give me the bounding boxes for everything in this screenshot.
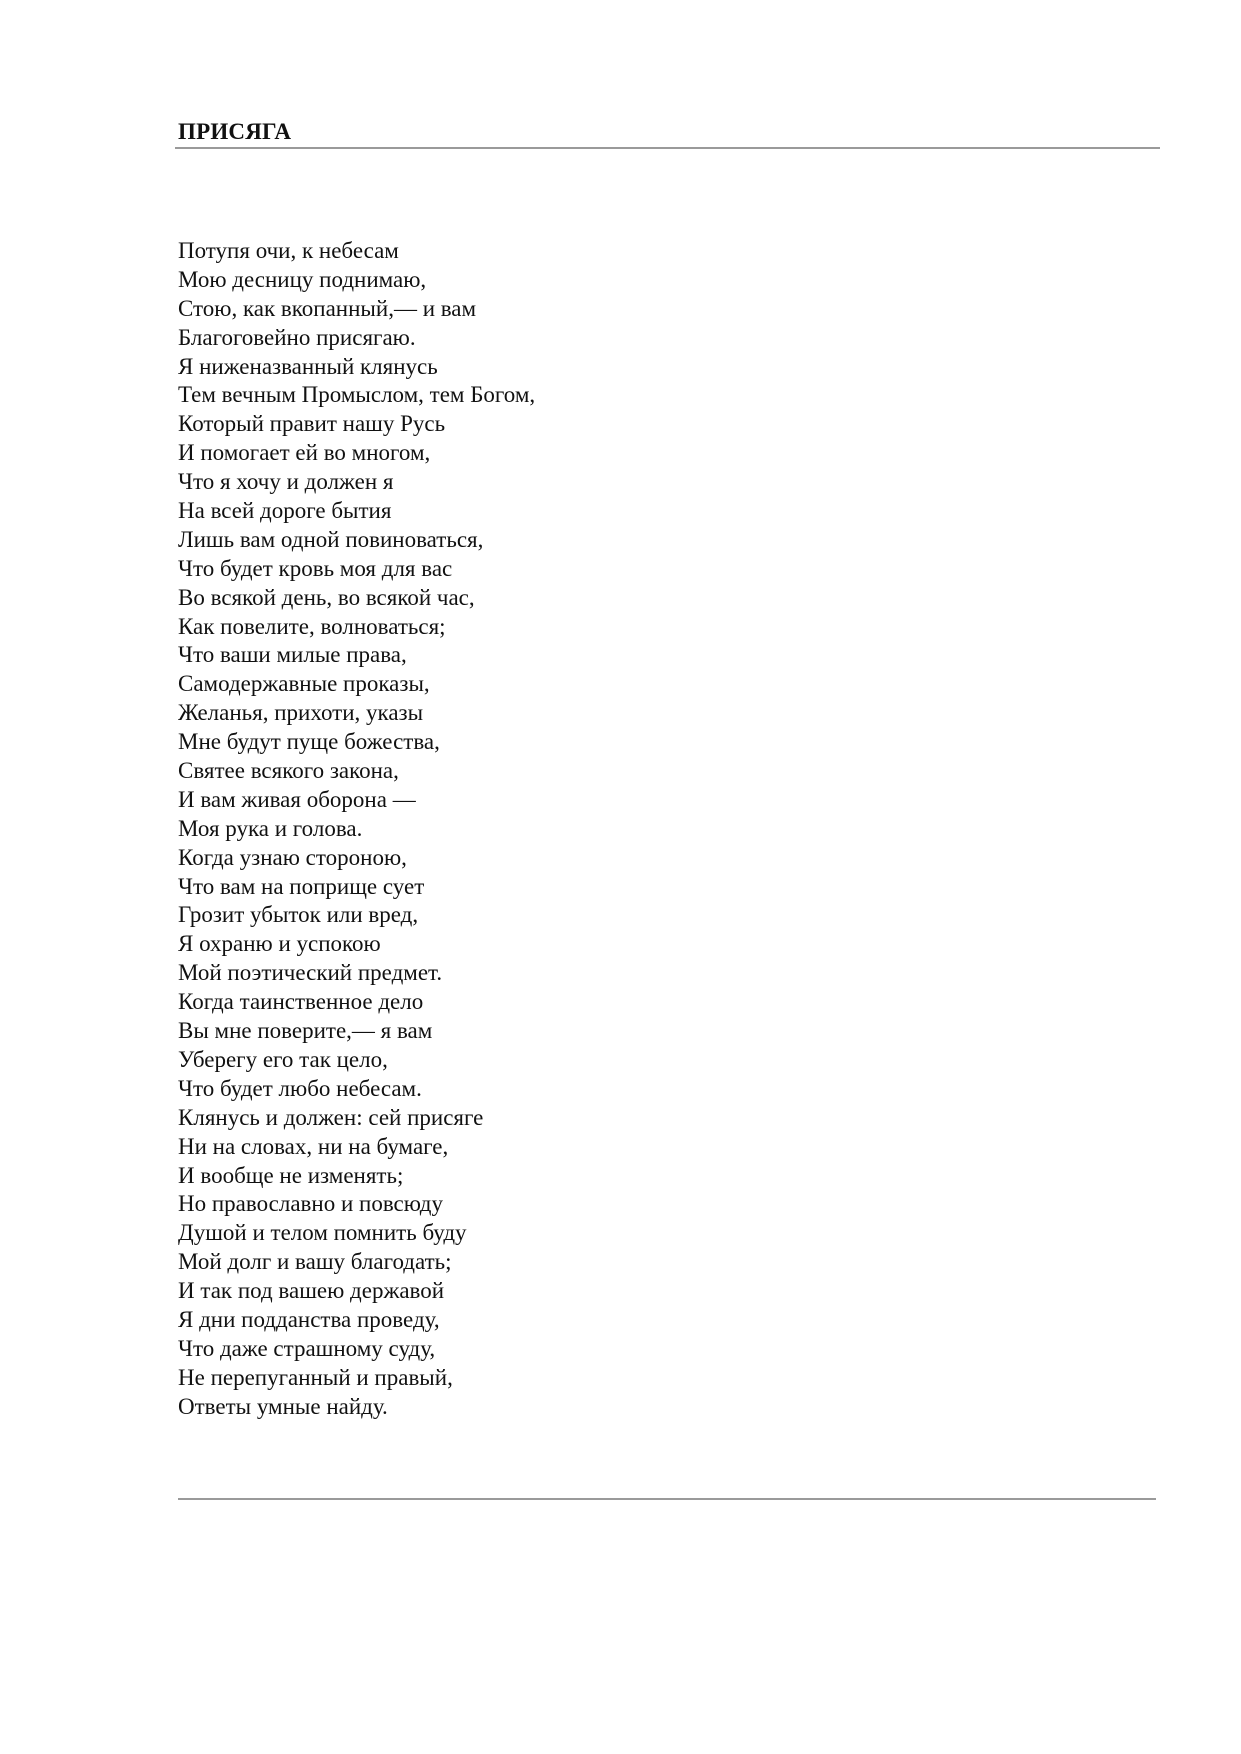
poem-line: Я дни подданства проведу,: [178, 1306, 440, 1332]
poem-line: Потупя очи, к небесам: [178, 238, 399, 263]
poem-line: Святее всякого закона,: [178, 758, 399, 784]
poem-line: Я охраню и успокою: [178, 931, 381, 957]
poem-line: Самодержавные проказы,: [178, 671, 430, 697]
page-title: ПРИСЯГА: [178, 119, 292, 144]
poem-line: Благоговейно присягаю.: [178, 324, 416, 350]
poem-line: Я ниженазванный клянусь: [178, 353, 438, 379]
poem-line: Когда таинственное дело: [178, 989, 424, 1015]
poem-line: Душой и телом помнить буду: [178, 1220, 467, 1246]
poem-line: На всей дороге бытия: [178, 498, 392, 524]
poem-line: Вы мне поверите,— я вам: [178, 1018, 433, 1044]
poem-line: Тем вечным Промыслом, тем Богом,: [178, 382, 536, 408]
poem-line: Когда узнаю стороною,: [178, 844, 407, 870]
poem-line: Моя рука и голова.: [178, 815, 363, 841]
poem-line: Мой долг и вашу благодать;: [178, 1249, 452, 1275]
poem-line: Стою, как вкопанный,— и вам: [178, 295, 477, 321]
poem-line: Который правит нашу Русь: [178, 411, 446, 437]
poem-line: Что вам на поприще сует: [178, 873, 425, 899]
poem-line: И помогает ей во многом,: [178, 440, 431, 466]
poem-line: Уберегу его так цело,: [178, 1046, 388, 1072]
poem-line: Что ваши милые права,: [178, 642, 407, 668]
poem-line: Что будет любо небесам.: [178, 1075, 422, 1101]
poem-line: Лишь вам одной повиноваться,: [178, 526, 484, 552]
poem-line: И вообще не изменять;: [178, 1162, 404, 1188]
poem-line: Что даже страшному суду,: [178, 1335, 436, 1361]
poem-line: Во всякой день, во всякой час,: [178, 584, 475, 610]
poem-line: Что я хочу и должен я: [178, 469, 394, 495]
poem-line: Что будет кровь моя для вас: [178, 555, 453, 581]
poem-line: Не перепуганный и правый,: [178, 1364, 453, 1390]
poem-line: И так под вашею державой: [178, 1278, 445, 1304]
poem-line: Грозит убыток или вред,: [178, 902, 419, 928]
poem-line: Ответы умные найду.: [178, 1393, 388, 1419]
poem-line: Мне будут пуще божества,: [178, 729, 440, 755]
poem-line: Мой поэтический предмет.: [178, 960, 443, 986]
poem-line: Но православно и повсюду: [178, 1191, 443, 1217]
footer-divider: [178, 1498, 1156, 1500]
poem-line: Как повелите, волноваться;: [178, 613, 446, 639]
title-divider: [175, 147, 1160, 149]
poem-line: Клянусь и должен: сей присяге: [178, 1104, 484, 1130]
poem-line: Ни на словах, ни на бумаге,: [178, 1133, 449, 1159]
poem-line: Мою десницу поднимаю,: [178, 266, 427, 292]
poem-line: Желанья, прихоти, указы: [178, 700, 424, 726]
poem-body: [178, 237, 535, 1422]
poem-line: И вам живая оборона —: [178, 786, 416, 812]
